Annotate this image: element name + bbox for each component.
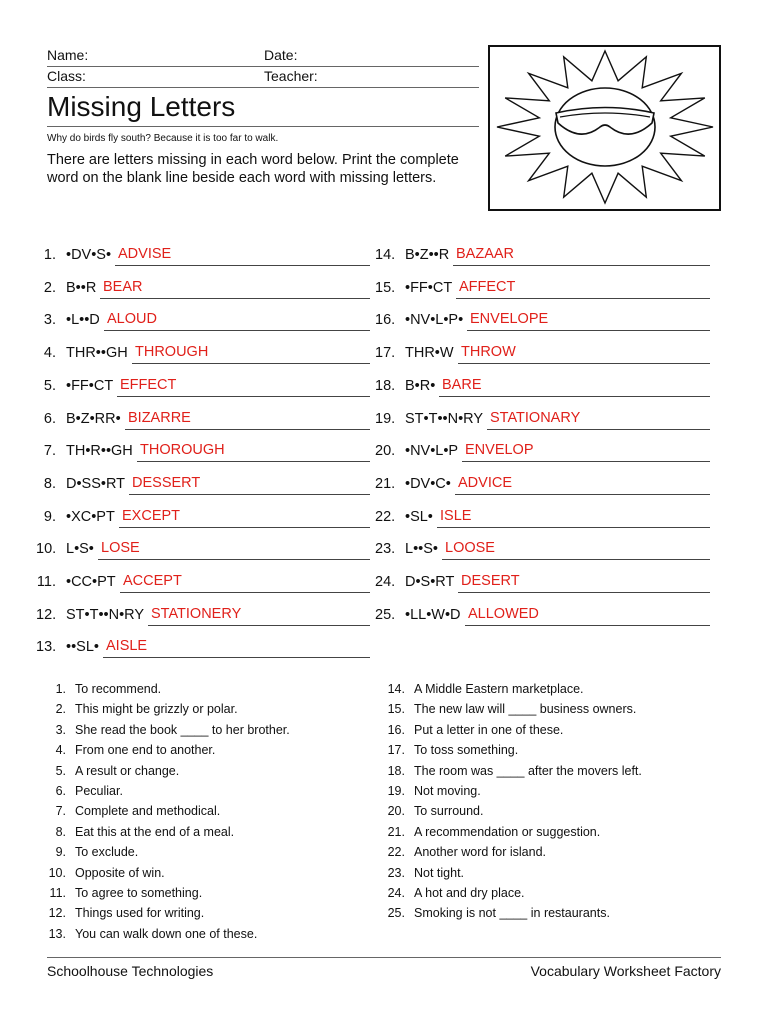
item-number: 12. bbox=[36, 606, 57, 623]
clue-number: 10. bbox=[48, 865, 66, 880]
scrambled-word: •L••D bbox=[66, 312, 100, 329]
answer-text: STATIONERY bbox=[151, 605, 242, 622]
scrambled-word: •SL• bbox=[405, 508, 433, 525]
footer bbox=[47, 957, 721, 986]
clue-text: This might be grizzly or polar. bbox=[75, 702, 238, 717]
word-item bbox=[375, 440, 710, 462]
clue-number: 4. bbox=[55, 743, 66, 758]
scrambled-word: ••SL• bbox=[66, 639, 99, 656]
answer-line[interactable] bbox=[98, 537, 370, 560]
answer-text: AISLE bbox=[106, 638, 148, 655]
word-item bbox=[36, 636, 370, 658]
clue-text: You can walk down one of these. bbox=[75, 926, 258, 941]
clue-text: Peculiar. bbox=[75, 784, 123, 798]
answer-text: ENVELOP bbox=[465, 442, 534, 459]
word-item bbox=[375, 506, 710, 528]
word-item bbox=[36, 440, 370, 462]
joke-text: Why do birds fly south? Because it is too far to walk. bbox=[47, 133, 279, 144]
clue-number: 19. bbox=[387, 784, 405, 798]
answer-line[interactable] bbox=[462, 439, 710, 462]
clue-text: A result or change. bbox=[75, 763, 180, 778]
answer-line[interactable] bbox=[104, 308, 370, 331]
answer-text: THOROUGH bbox=[140, 442, 225, 459]
answer-text: ACCEPT bbox=[123, 573, 182, 589]
clue-text: Not moving. bbox=[414, 784, 481, 798]
sun-illustration bbox=[488, 45, 721, 211]
clue-number: 22. bbox=[387, 845, 405, 860]
item-number: 14. bbox=[375, 247, 396, 263]
scrambled-word: •NV•L•P• bbox=[405, 312, 464, 329]
item-number: 17. bbox=[375, 345, 396, 362]
scrambled-word: L•S• bbox=[66, 541, 94, 558]
answer-text: ADVICE bbox=[458, 474, 512, 491]
instructions-text: There are letters missing in each word below. Print the complete word on the blank line beside each word with missing letters. bbox=[47, 152, 459, 186]
answer-text: ALOUD bbox=[107, 311, 157, 328]
clue-number: 20. bbox=[387, 804, 405, 819]
word-item bbox=[375, 244, 710, 266]
answer-line[interactable] bbox=[442, 537, 710, 560]
clue-text: She read the book ____ to her brother. bbox=[75, 722, 290, 737]
answer-text: BEAR bbox=[103, 278, 143, 295]
clue-text: A recommendation or suggestion. bbox=[414, 824, 601, 839]
clue-number: 18. bbox=[387, 763, 405, 778]
item-number: 13. bbox=[36, 639, 57, 656]
scrambled-word: •FF•CT bbox=[66, 377, 114, 394]
word-item bbox=[375, 375, 710, 397]
clue-number: 7. bbox=[55, 804, 66, 819]
clue-number: 2. bbox=[55, 702, 66, 717]
answer-text: THROUGH bbox=[135, 344, 209, 361]
footer-right: Vocabulary Worksheet Factory bbox=[530, 963, 721, 979]
item-number: 1. bbox=[43, 247, 56, 263]
clue-number: 21. bbox=[387, 824, 405, 839]
clue-text: A hot and dry place. bbox=[414, 886, 525, 900]
clue-number: 1. bbox=[55, 682, 66, 696]
scrambled-word: •NV•L•P bbox=[405, 443, 459, 460]
item-number: 4. bbox=[43, 345, 56, 362]
word-item bbox=[375, 342, 710, 364]
answer-line[interactable] bbox=[129, 472, 370, 495]
clue-text: Another word for island. bbox=[414, 845, 547, 860]
clue-text: A Middle Eastern marketplace. bbox=[414, 682, 584, 696]
item-number: 15. bbox=[375, 279, 396, 296]
item-number: 25. bbox=[375, 606, 396, 623]
item-number: 22. bbox=[375, 508, 396, 525]
word-item bbox=[375, 538, 710, 560]
answer-line[interactable] bbox=[439, 374, 710, 397]
scrambled-word: D•SS•RT bbox=[66, 475, 126, 492]
clue-number: 25. bbox=[387, 906, 405, 921]
clue-text: To agree to something. bbox=[75, 886, 203, 900]
item-number: 9. bbox=[43, 508, 56, 525]
scrambled-word: TH•R••GH bbox=[66, 443, 133, 460]
item-number: 6. bbox=[43, 410, 56, 427]
scrambled-word: B••R bbox=[66, 279, 97, 296]
word-item bbox=[375, 408, 710, 430]
word-item bbox=[375, 277, 710, 299]
clue-number: 11. bbox=[49, 886, 66, 900]
clue-number: 3. bbox=[55, 722, 66, 737]
answer-text: ENVELOPE bbox=[470, 311, 549, 328]
clue-number: 17. bbox=[387, 743, 405, 758]
clue-number: 6. bbox=[55, 784, 66, 798]
word-item bbox=[36, 244, 370, 266]
answer-line[interactable] bbox=[465, 603, 710, 626]
answer-text: BAZAAR bbox=[456, 246, 515, 262]
answer-line[interactable] bbox=[437, 505, 710, 528]
item-number: 3. bbox=[43, 312, 56, 329]
item-number: 8. bbox=[43, 475, 56, 492]
answer-text: DESSERT bbox=[132, 474, 201, 491]
clue-text: Eat this at the end of a meal. bbox=[75, 824, 235, 839]
clue-text: To surround. bbox=[414, 804, 484, 819]
word-item bbox=[36, 342, 370, 364]
class-teacher-row bbox=[47, 66, 479, 88]
scrambled-word: ST•T••N•RY bbox=[66, 606, 145, 623]
scrambled-word: •LL•W•D bbox=[405, 606, 461, 623]
item-number: 20. bbox=[375, 443, 396, 460]
clue-number: 24. bbox=[387, 886, 405, 900]
item-number: 23. bbox=[375, 541, 396, 558]
clue-text: To exclude. bbox=[75, 845, 139, 860]
answer-line[interactable] bbox=[117, 374, 370, 397]
answer-text: LOSE bbox=[101, 540, 140, 557]
answer-line[interactable] bbox=[120, 570, 370, 593]
answer-text: ADVISE bbox=[118, 246, 172, 262]
word-item bbox=[36, 473, 370, 495]
clue-number: 23. bbox=[387, 865, 405, 880]
scrambled-word: •DV•S• bbox=[66, 247, 112, 263]
item-number: 19. bbox=[375, 410, 396, 427]
answer-line[interactable] bbox=[132, 341, 370, 364]
scrambled-word: D•S•RT bbox=[405, 574, 455, 590]
answer-text: EFFECT bbox=[120, 376, 177, 393]
word-item bbox=[375, 571, 710, 593]
answer-line[interactable] bbox=[125, 407, 370, 430]
scrambled-word: ST•T••N•RY bbox=[405, 410, 484, 427]
clue-number: 9. bbox=[55, 845, 66, 860]
scrambled-word: •XC•PT bbox=[66, 508, 115, 525]
word-item bbox=[36, 506, 370, 528]
word-item bbox=[36, 538, 370, 560]
answer-text: BIZARRE bbox=[128, 409, 191, 426]
word-item bbox=[36, 604, 370, 626]
date-label: Date: bbox=[264, 47, 298, 63]
answer-text: DESERT bbox=[461, 573, 520, 589]
answer-line[interactable] bbox=[455, 472, 710, 495]
page-title: Missing Letters bbox=[47, 88, 479, 127]
clue-number: 12. bbox=[48, 906, 66, 921]
answer-text: AFFECT bbox=[459, 278, 516, 295]
scrambled-word: THR••GH bbox=[66, 345, 128, 362]
answer-text: ALLOWED bbox=[468, 605, 539, 622]
item-number: 24. bbox=[375, 574, 396, 590]
clue-number: 14. bbox=[387, 682, 405, 696]
answer-text: EXCEPT bbox=[122, 507, 181, 524]
item-number: 10. bbox=[36, 541, 57, 558]
scrambled-word: B•Z••R bbox=[405, 247, 450, 263]
clue-number: 13. bbox=[48, 926, 66, 941]
clue-text: Complete and methodical. bbox=[75, 804, 221, 819]
clue-text: The new law will ____ business owners. bbox=[414, 702, 637, 717]
answer-text: ISLE bbox=[440, 507, 472, 524]
answer-line[interactable] bbox=[487, 407, 710, 430]
clue-number: 16. bbox=[387, 722, 405, 737]
answer-text: BARE bbox=[442, 376, 482, 393]
sun-with-sunglasses-icon bbox=[490, 47, 719, 209]
clue-text: To toss something. bbox=[414, 743, 519, 758]
teacher-label: Teacher: bbox=[264, 68, 318, 84]
word-item bbox=[375, 604, 710, 626]
scrambled-word: THR•W bbox=[405, 345, 454, 362]
answer-line[interactable] bbox=[103, 635, 370, 658]
word-item bbox=[36, 408, 370, 430]
answer-line[interactable] bbox=[119, 505, 370, 528]
answer-line[interactable] bbox=[458, 341, 710, 364]
word-item bbox=[36, 571, 370, 593]
word-item bbox=[36, 375, 370, 397]
item-number: 16. bbox=[375, 312, 396, 329]
answer-text: STATIONARY bbox=[490, 409, 581, 426]
answer-text: THROW bbox=[461, 344, 516, 361]
clue-number: 5. bbox=[55, 763, 66, 778]
clue-number: 8. bbox=[55, 824, 66, 839]
clue-text: From one end to another. bbox=[75, 743, 216, 758]
class-label: Class: bbox=[47, 68, 86, 84]
answer-line[interactable] bbox=[100, 276, 370, 299]
footer-left: Schoolhouse Technologies bbox=[47, 963, 214, 979]
scrambled-word: B•Z•RR• bbox=[66, 410, 121, 427]
clue-text: Things used for writing. bbox=[75, 906, 205, 921]
item-number: 2. bbox=[43, 279, 56, 296]
answer-line[interactable] bbox=[456, 276, 710, 299]
clue-text: Opposite of win. bbox=[75, 865, 165, 880]
item-number: 5. bbox=[43, 377, 56, 394]
clue-number: 15. bbox=[387, 702, 405, 717]
item-number: 18. bbox=[375, 377, 396, 394]
answer-line[interactable] bbox=[458, 570, 710, 593]
answer-line[interactable] bbox=[148, 603, 370, 626]
scrambled-word: •CC•PT bbox=[66, 574, 116, 590]
word-item bbox=[36, 309, 370, 331]
answer-line[interactable] bbox=[453, 243, 710, 266]
item-number: 21. bbox=[375, 475, 396, 492]
clue-text: Smoking is not ____ in restaurants. bbox=[414, 906, 610, 921]
answer-line[interactable] bbox=[115, 243, 370, 266]
item-number: 7. bbox=[43, 443, 56, 460]
clue-text: Put a letter in one of these. bbox=[414, 722, 564, 737]
scrambled-word: L••S• bbox=[405, 541, 438, 558]
item-number: 11. bbox=[36, 574, 56, 590]
name-date-row bbox=[47, 45, 479, 67]
word-item bbox=[375, 309, 710, 331]
word-item bbox=[375, 473, 710, 495]
scrambled-word: •FF•CT bbox=[405, 279, 453, 296]
name-label: Name: bbox=[47, 47, 89, 63]
clue-text: To recommend. bbox=[75, 682, 162, 696]
scrambled-word: •DV•C• bbox=[405, 475, 451, 492]
scrambled-word: B•R• bbox=[405, 377, 436, 394]
clue-text: The room was ____ after the movers left. bbox=[414, 763, 642, 778]
answer-line[interactable] bbox=[137, 439, 370, 462]
word-item bbox=[36, 277, 370, 299]
clue-text: Not tight. bbox=[414, 865, 465, 880]
answer-text: LOOSE bbox=[445, 540, 495, 557]
answer-line[interactable] bbox=[467, 308, 710, 331]
